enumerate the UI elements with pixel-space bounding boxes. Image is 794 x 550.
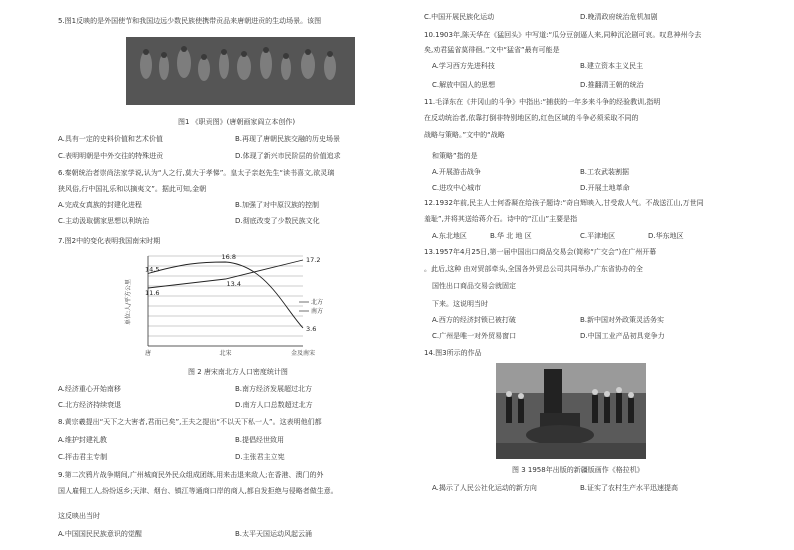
data-label-1: 16.8	[221, 253, 236, 261]
q13-line2: 。此后,这种 由对贸部牵头,全国各外贸总公司共同举办,广东省协办的全	[424, 265, 643, 273]
painting-image	[126, 37, 355, 105]
q13-line1: 13.1957年4月25日,第一届中国出口商品交易会(简称“广交会”)在广州开幕	[424, 248, 657, 256]
q13-option-c: C.广州是唯一对外贸易窗口	[432, 332, 517, 340]
q8-option-b: B.提倡经世致用	[235, 436, 285, 444]
q14-stem: 14.图3所示的作品	[424, 349, 482, 357]
q12-option-d: D.华东地区	[648, 232, 684, 240]
series-line-north	[148, 262, 303, 328]
q5-option-c: C.表明明朝是中外交往的特殊进贡	[58, 152, 164, 160]
q9-option-a: A.中国国民民族意识的觉醒	[58, 530, 142, 538]
q10-option-a: A.学习西方先进科技	[432, 62, 495, 70]
q13-line3: 国性出口商品交易会就固定	[432, 282, 516, 290]
q10-option-c: C.解放中国人的思想	[432, 81, 496, 89]
q14-option-a: A.揭示了人民公社化运动的新方向	[432, 484, 537, 492]
q12-option-a: A.东北地区	[432, 232, 467, 240]
q5-stem: 5.图1反映的是外国使节和我国边远少数民族使携带贡品来唐朝进贡的生动场景。该图	[58, 17, 322, 25]
q12-option-b: B.华 北 地 区	[490, 232, 532, 240]
q13-option-b: B.新中国对外政策灵活务实	[580, 316, 665, 324]
q11-line3: 战略与策略。”文中的“战略	[424, 131, 505, 139]
q11-line1: 11.毛泽东在《井冈山的斗争》中指出:“捕获的一年多来斗争的经验教训,指明	[424, 98, 661, 106]
q10-line2: 矣,劝君猛省莫徘徊。”文中“猛省”最有可能是	[424, 46, 560, 54]
q6-option-c: C.主动汲取儒家思想以利统治	[58, 217, 150, 225]
q10-option-b: B.建立资本主义民主	[580, 62, 644, 70]
q6-option-b: B.加强了对中原汉族的控制	[235, 201, 320, 209]
q6-line2: 狭风俗,行中国礼乐和以摘夷文”。据此可知,金朝	[58, 185, 207, 193]
q9-option-c: C.中国开展民族化运动	[424, 13, 495, 21]
q7-option-a: A.经济重心开始南移	[58, 385, 121, 393]
y-axis-label: 单位:人/平方公里	[125, 278, 132, 326]
q11-line2: 在反动统治者,依靠打倒非特别地区的,红色区域的斗争必须采取不同的	[424, 114, 639, 122]
x-tick-label-2: 金及南宋	[290, 350, 316, 357]
data-label-2: 17.2	[306, 256, 321, 264]
q11-option-b: B.工农武装割据	[580, 168, 630, 176]
x-tick-label-1: 北宋	[219, 350, 232, 357]
q13-line4: 下来。这说明当时	[432, 300, 488, 308]
q8-option-d: D.主张君主立宪	[235, 453, 285, 461]
q7-option-d: D.南方人口总数超过北方	[235, 401, 313, 409]
legend-label-1: 南方	[311, 308, 324, 315]
q9-line2: 国人雇佣工人,纷纷返乡;天津、烟台、镇江等通商口岸的商人,都自发拒绝与侵略者做生意。	[58, 487, 338, 495]
q7-stem: 7.图2中的变化表明我国南宋时期	[58, 237, 161, 245]
figure1-caption: 图1 《职贡图》(唐朝画家阎立本创作)	[178, 118, 296, 126]
figure3-caption: 图 3 1958年出版的新疆版画作《格拉机》	[512, 466, 644, 474]
q10-line1: 10.1903年,陈天华在《猛回头》中写道:“瓜分豆剖逼人来,同种沉沦剧可哀。叹息神州今去	[424, 31, 702, 39]
woodcut-scene	[496, 363, 646, 459]
data-label-5: 3.6	[306, 325, 317, 333]
q14-option-b: B.证实了农村生产水平迅速提高	[580, 484, 679, 492]
q12-option-c: C.平津地区	[580, 232, 616, 240]
q9-option-d: D.晚清政府统治危机加剧	[580, 13, 658, 21]
q11-option-c: C.进攻中心城市	[432, 184, 482, 192]
q6-line1: 6.秦朝统治者崇尚法家学说,认为“人之行,莫大于孝悌”。皇太子亲赵先生“读书喜文,欲灵璃	[58, 169, 335, 177]
legend-label-0: 北方	[311, 299, 324, 306]
data-label-3: 13.4	[226, 280, 241, 288]
q6-option-d: D.彻底改变了少数民族文化	[235, 217, 320, 225]
q11-option-d: D.开展土地革命	[580, 184, 630, 192]
q8-stem: 8.黄宗羲提出“天下之大害者,君而已矣”,王夫之提出“不以天下私一人”。这表明他们都	[58, 418, 322, 426]
q11-line4: 和策略”指的是	[432, 152, 478, 160]
q6-option-a: A.完成女真族的封建化进程	[58, 201, 142, 209]
x-tick-label-0: 唐	[144, 350, 152, 357]
q8-option-c: C.抨击君主专制	[58, 453, 108, 461]
data-label-0: 14.5	[145, 265, 160, 274]
q5-option-d: D.体现了新兴市民阶层的价值追求	[235, 152, 341, 160]
q9-line1: 9.第二次鸦片战争期间,广州城商民外民众组成团练,用来击退来敌人;在香港、澳门的外	[58, 471, 324, 479]
series-line-south	[148, 260, 303, 288]
q10-option-d: D.推翻清王朝的统治	[580, 81, 644, 89]
q7-option-b: B.南方经济发展超过北方	[235, 385, 313, 393]
woodcut-print-image	[496, 363, 646, 459]
q5-option-b: B.再现了唐朝民族交融的历史场景	[235, 135, 341, 143]
population-density-chart	[118, 250, 348, 366]
painting-figures	[126, 37, 355, 105]
q13-option-a: A.西方的经济封锁已被打破	[432, 316, 516, 324]
data-label-4: 11.6	[145, 289, 160, 297]
q11-option-a: A.开展游击战争	[432, 168, 481, 176]
q12-line2: 羞耻”,并将其送给蒋介石。诗中的“江山”主要是指	[424, 215, 578, 223]
q5-option-a: A.具有一定的史料价值和艺术价值	[58, 135, 163, 143]
q9-line3: 这反映出当时	[58, 512, 100, 520]
q12-line1: 12.1932年前,民主人士何香凝在给孩子题诗:“奇自辉映入,甘受敌人气。不战送江山,万世同	[424, 199, 704, 207]
q7-option-c: C.北方经济持续衰退	[58, 401, 122, 409]
q13-option-d: D.中国工业产品初具竞争力	[580, 332, 665, 340]
q8-option-a: A.维护封建礼教	[58, 436, 107, 444]
figure2-caption: 图 2 唐宋南北方人口密度统计图	[188, 368, 288, 376]
q9-option-b: B.太平天国运动风起云涌	[235, 530, 313, 538]
